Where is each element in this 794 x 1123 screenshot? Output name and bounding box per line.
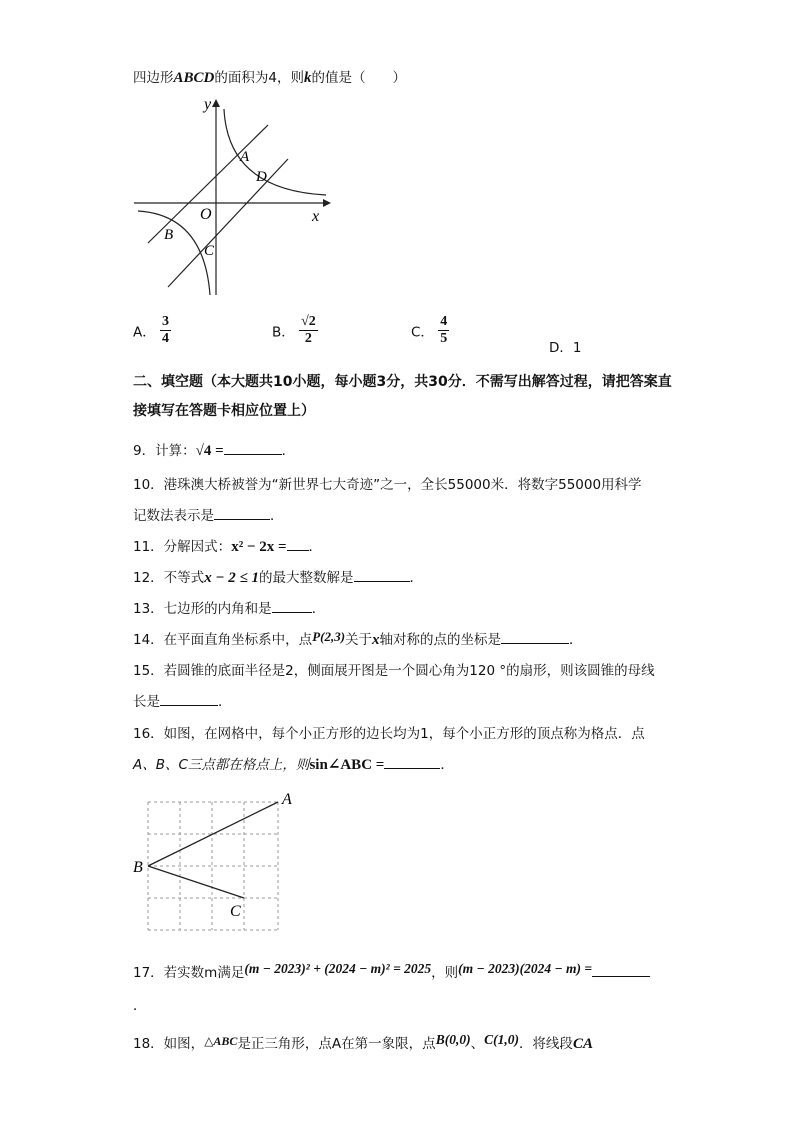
label-a: A bbox=[240, 149, 250, 165]
question-16-line2 bbox=[133, 753, 454, 774]
q16-answer-blank[interactable] bbox=[384, 754, 440, 769]
grid-label-c: C bbox=[230, 903, 241, 920]
question-12 bbox=[133, 566, 423, 587]
q13-answer-blank[interactable] bbox=[272, 598, 312, 613]
label-x: x bbox=[312, 208, 320, 225]
section-2-heading-line2: 接填写在答题卡相应位置上） bbox=[133, 403, 315, 419]
q18-point-b: B(0,0) bbox=[435, 1032, 471, 1047]
option-c-den: 5 bbox=[440, 331, 448, 346]
question-17-line1 bbox=[133, 961, 650, 981]
option-a-letter: A． bbox=[133, 324, 156, 341]
option-a-fraction bbox=[160, 314, 171, 347]
q13-prefix: 13．七边形的内角和是 bbox=[133, 601, 272, 617]
q17-expression: (m − 2023)(2024 − m) = bbox=[458, 961, 593, 976]
grid-label-a: A bbox=[282, 791, 292, 808]
question-15-line1: 15．若圆锥的底面半径是2，侧面展开图是一个圆心角为120 °的扇形，则该圆锥的母线 bbox=[133, 663, 655, 679]
question-13 bbox=[133, 597, 325, 617]
grid-label-b: B bbox=[133, 859, 143, 876]
question-15-line2 bbox=[133, 690, 232, 710]
question-10-line2 bbox=[133, 504, 284, 524]
q18-mid2: ．将线段 bbox=[518, 1036, 573, 1052]
q8-stem-prefix: 四边形 bbox=[133, 70, 174, 86]
q18-segment-ca: CA bbox=[572, 1036, 593, 1052]
q12-expression: x − 2 ≤ 1 bbox=[204, 570, 260, 586]
q14-mid: 关于 bbox=[345, 632, 373, 648]
q17-prefix: 17．若实数m满足 bbox=[133, 965, 245, 981]
question-14 bbox=[133, 628, 583, 649]
option-a-den: 4 bbox=[162, 331, 170, 346]
q10-line2-text: 记数法表示是 bbox=[133, 508, 214, 524]
q14-var-x: x bbox=[372, 632, 380, 648]
q9-prefix: 9．计算： bbox=[133, 443, 196, 459]
q8-option-c[interactable] bbox=[411, 314, 449, 347]
q11-expression: x² − 2x = bbox=[231, 539, 287, 555]
q11-prefix: 11．分解因式： bbox=[133, 539, 232, 555]
question-16-line1: 16．如图，在网格中，每个小正方形的边长均为1，每个小正方形的顶点称为格点．点 bbox=[133, 726, 645, 742]
q8-option-b[interactable] bbox=[272, 314, 318, 347]
x-axis-arrow-icon bbox=[323, 199, 331, 207]
option-d-value: 1 bbox=[572, 340, 582, 356]
label-y: y bbox=[204, 96, 212, 113]
q15-line2-text: 长是 bbox=[133, 694, 160, 710]
option-d-letter: D． bbox=[549, 340, 573, 356]
option-c-letter: C． bbox=[411, 324, 434, 341]
q16-suffix: ． bbox=[440, 757, 454, 773]
q16-line2-prefix: A、B、C三点都在格点上，则 bbox=[133, 757, 310, 773]
option-b-num: √2 bbox=[301, 314, 316, 329]
label-origin: O bbox=[200, 206, 212, 223]
q18-point-c: C(1,0) bbox=[484, 1032, 519, 1047]
label-d: D bbox=[256, 169, 267, 185]
q8-hyperbola-graph bbox=[128, 95, 338, 300]
option-b-fraction bbox=[299, 314, 318, 347]
q9-expression: √4 = bbox=[195, 443, 224, 459]
q8-option-a[interactable] bbox=[133, 314, 171, 347]
option-c-num: 4 bbox=[440, 314, 448, 329]
q12-mid: 的最大整数解是 bbox=[259, 570, 354, 586]
q8-var-k: k bbox=[303, 70, 312, 86]
q9-answer-blank[interactable] bbox=[224, 440, 282, 455]
q18-triangle-abc: △ABC bbox=[204, 1034, 238, 1048]
q11-suffix: ． bbox=[308, 539, 323, 555]
q17-answer-blank[interactable] bbox=[592, 962, 650, 977]
q12-prefix: 12．不等式 bbox=[133, 570, 205, 586]
q16-grid-figure bbox=[130, 790, 300, 935]
q8-var-abcd: ABCD bbox=[173, 70, 215, 86]
q10-suffix: ． bbox=[270, 508, 284, 524]
q17-mid: ，则 bbox=[431, 965, 459, 981]
question-17-line2: ． bbox=[133, 998, 147, 1014]
q14-mid2: 轴对称的点的坐标是 bbox=[379, 632, 502, 648]
q8-option-d[interactable] bbox=[549, 336, 582, 356]
q8-stem bbox=[133, 66, 406, 87]
question-18-line1 bbox=[133, 1032, 593, 1053]
label-b: B bbox=[164, 227, 174, 243]
q16-expression: sin∠ABC = bbox=[309, 757, 385, 773]
y-axis-arrow-icon bbox=[212, 99, 220, 107]
q15-suffix: ． bbox=[218, 694, 232, 710]
q15-answer-blank[interactable] bbox=[160, 691, 218, 706]
grid-lines bbox=[148, 802, 278, 930]
line-cd bbox=[168, 159, 288, 287]
label-c: C bbox=[204, 243, 215, 259]
option-b-letter: B． bbox=[272, 324, 295, 341]
question-9 bbox=[133, 439, 295, 460]
q13-suffix: ． bbox=[311, 601, 326, 617]
q12-suffix: ． bbox=[409, 570, 424, 586]
q10-answer-blank[interactable] bbox=[214, 505, 270, 520]
section-2-heading-line1: 二、填空题（本大题共10小题，每小题3分，共30分．不需写出解答过程，请把答案直 bbox=[133, 374, 672, 390]
question-11 bbox=[133, 535, 322, 556]
q18-separator: 、 bbox=[470, 1036, 485, 1052]
q11-answer-blank[interactable] bbox=[287, 536, 309, 551]
question-10-line1: 10．港珠澳大桥被誉为“新世界七大奇迹”之一，全长55000米．将数字55000用科学 bbox=[133, 477, 642, 493]
option-b-den: 2 bbox=[304, 331, 312, 346]
q14-suffix: ． bbox=[569, 632, 583, 648]
option-a-num: 3 bbox=[162, 314, 170, 329]
q9-suffix: ． bbox=[281, 443, 296, 459]
q18-mid: 是正三角形，点A在第一象限，点 bbox=[237, 1036, 436, 1052]
q14-point-p: P(2,3) bbox=[312, 629, 346, 644]
q8-stem-suffix: 的值是（ ） bbox=[311, 70, 406, 86]
option-c-fraction bbox=[438, 314, 449, 347]
q12-answer-blank[interactable] bbox=[354, 567, 410, 582]
q14-prefix: 14．在平面直角坐标系中，点 bbox=[133, 632, 313, 648]
line-ab bbox=[148, 125, 268, 243]
segment-bc bbox=[148, 866, 244, 898]
q8-stem-mid: 的面积为4，则 bbox=[214, 70, 304, 86]
q17-equation: (m − 2023)² + (2024 − m)² = 2025 bbox=[244, 961, 432, 976]
q14-answer-blank[interactable] bbox=[501, 629, 569, 644]
q18-prefix: 18．如图， bbox=[133, 1036, 205, 1052]
